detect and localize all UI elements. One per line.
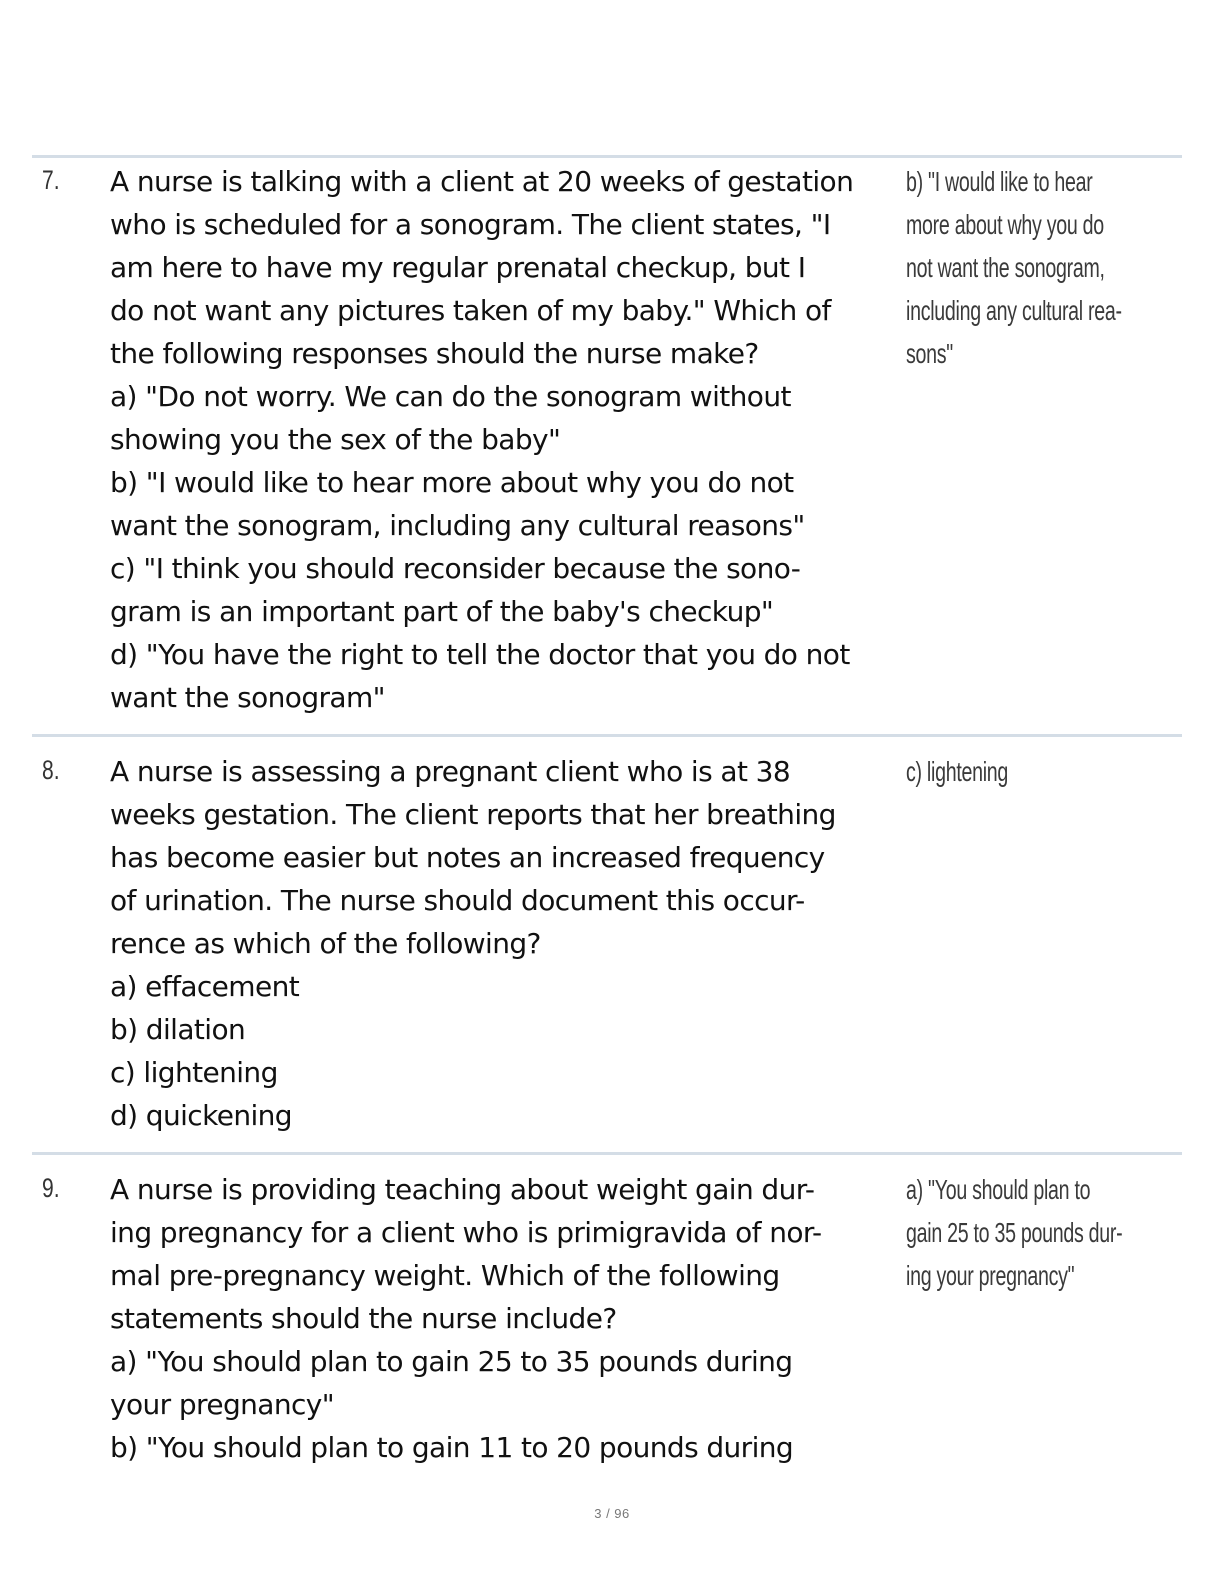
divider-rule — [32, 1152, 1182, 1155]
option-line: d) "You have the right to tell the doctor that you do not — [110, 638, 850, 671]
option-line: b) "You should plan to gain 11 to 20 pounds during — [110, 1431, 794, 1464]
answer-line: including any cultural rea- — [906, 295, 1122, 326]
answer-line: a) "You should plan to — [906, 1174, 1091, 1205]
option-line: your pregnancy" — [110, 1388, 335, 1421]
question-stem-line: of urination. The nurse should document this occur- — [110, 884, 805, 917]
option-line: want the sonogram, including any cultural reasons" — [110, 509, 805, 542]
question-body — [110, 1168, 900, 1469]
answer-line: gain 25 to 35 pounds dur- — [906, 1217, 1123, 1248]
divider-rule — [32, 155, 1182, 158]
question-stem-line: rence as which of the following? — [110, 927, 541, 960]
option-line: d) quickening — [110, 1099, 292, 1132]
question-number: 7. — [42, 165, 60, 195]
option-line: want the sonogram" — [110, 681, 385, 714]
option-line: a) "You should plan to gain 25 to 35 pounds during — [110, 1345, 793, 1378]
option-line: b) dilation — [110, 1013, 246, 1046]
page-indicator: 3 / 96 — [594, 1506, 630, 1521]
question-stem-line: am here to have my regular prenatal checkup, but I — [110, 251, 806, 284]
question-number: 8. — [42, 755, 60, 785]
question-stem-line: A nurse is assessing a pregnant client who is at 38 — [110, 755, 791, 788]
option-line: c) lightening — [110, 1056, 278, 1089]
option-line: a) effacement — [110, 970, 300, 1003]
answer-line: sons" — [906, 338, 953, 369]
answer-line: c) lightening — [906, 756, 1009, 787]
divider-rule — [32, 734, 1182, 737]
question-stem-line: A nurse is talking with a client at 20 weeks of gestation — [110, 165, 854, 198]
question-stem-line: ing pregnancy for a client who is primigravida of nor- — [110, 1216, 822, 1249]
question-stem-line: weeks gestation. The client reports that her breathing — [110, 798, 836, 831]
answer-key — [906, 1168, 1182, 1297]
question-stem-line: A nurse is providing teaching about weight gain dur- — [110, 1173, 815, 1206]
option-line: gram is an important part of the baby's checkup" — [110, 595, 774, 628]
answer-key — [906, 750, 1182, 793]
question-stem-line: the following responses should the nurse make? — [110, 337, 759, 370]
option-line: b) "I would like to hear more about why you do not — [110, 466, 794, 499]
question-stem-line: has become easier but notes an increased frequency — [110, 841, 825, 874]
option-line: showing you the sex of the baby" — [110, 423, 561, 456]
question-stem-line: mal pre-pregnancy weight. Which of the following — [110, 1259, 780, 1292]
answer-line: b) "I would like to hear — [906, 166, 1093, 197]
answer-line: more about why you do — [906, 209, 1104, 240]
answer-line: not want the sonogram, — [906, 252, 1105, 283]
question-body — [110, 160, 900, 719]
question-stem-line: who is scheduled for a sonogram. The client states, "I — [110, 208, 831, 241]
question-number: 9. — [42, 1173, 60, 1203]
option-line: c) "I think you should reconsider because the sono- — [110, 552, 801, 585]
answer-key — [906, 160, 1182, 375]
question-stem-line: statements should the nurse include? — [110, 1302, 617, 1335]
answer-line: ing your pregnancy" — [906, 1260, 1075, 1291]
question-body — [110, 750, 900, 1137]
question-stem-line: do not want any pictures taken of my baby." Which of — [110, 294, 831, 327]
option-line: a) "Do not worry. We can do the sonogram without — [110, 380, 791, 413]
